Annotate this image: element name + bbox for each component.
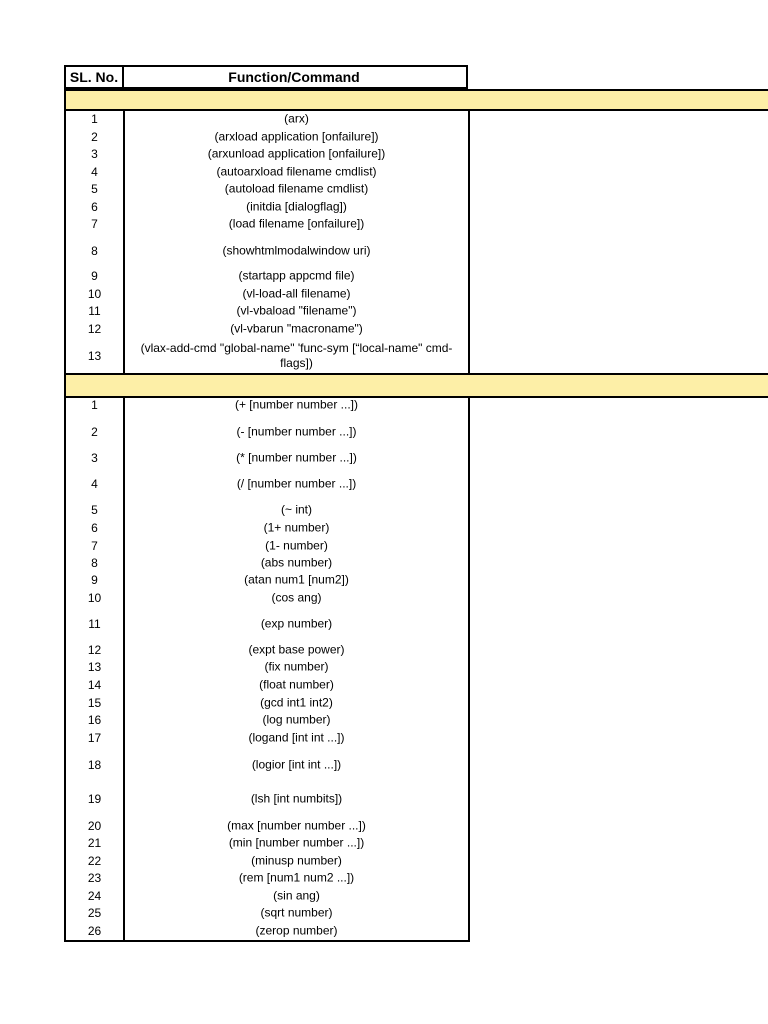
row-function: (min [number number ...]) <box>228 835 365 850</box>
table-row <box>66 572 468 589</box>
row-function: (minusp number) <box>251 853 342 868</box>
row-number: 24 <box>87 889 102 903</box>
row-number: 3 <box>91 451 98 465</box>
row-function: (autoload filename cmdlist) <box>224 181 369 196</box>
table-row <box>66 712 468 729</box>
table-row <box>66 111 468 128</box>
row-function: (startapp appcmd file) <box>238 268 355 283</box>
row-function: (log number) <box>262 712 331 727</box>
row-number: 16 <box>87 713 102 727</box>
table-row <box>66 835 468 852</box>
row-function: (atan num1 [num2]) <box>244 572 349 587</box>
table-row <box>66 659 468 676</box>
table-row <box>66 285 468 303</box>
table-row <box>66 146 468 163</box>
row-number: 12 <box>87 322 102 336</box>
row-number: 10 <box>87 591 102 605</box>
section-band-1 <box>64 89 768 111</box>
table-row <box>66 215 468 233</box>
row-function: (load filename [onfailure]) <box>228 216 365 231</box>
table-row <box>66 554 468 572</box>
row-number: 4 <box>91 477 98 491</box>
row-number: 21 <box>87 836 102 850</box>
row-function: (sqrt number) <box>260 905 333 920</box>
row-number: 2 <box>91 425 98 439</box>
row-function: (gcd int1 int2) <box>260 695 333 710</box>
row-number: 11 <box>88 617 101 631</box>
table-row <box>66 199 468 216</box>
table-row <box>66 397 468 414</box>
table-row <box>66 234 468 269</box>
row-number: 4 <box>91 165 98 179</box>
row-function: (expt base power) <box>248 642 345 657</box>
row-number: 5 <box>91 182 98 196</box>
row-function: (vl-vbarun "macroname") <box>230 321 363 336</box>
row-function: (- [number number ...]) <box>236 424 357 439</box>
row-function: (rem [num1 num2 ...]) <box>238 870 355 885</box>
row-number: 1 <box>91 112 98 126</box>
sl-no-header: SL. No. <box>64 65 124 89</box>
row-number: 13 <box>87 349 102 363</box>
row-number: 7 <box>91 217 98 231</box>
row-function: (showhtmlmodalwindow uri) <box>222 243 371 258</box>
row-number: 2 <box>91 130 98 144</box>
row-number: 10 <box>87 287 102 301</box>
row-function: (+ [number number ...]) <box>234 397 359 412</box>
row-function: (~ int) <box>280 502 312 517</box>
row-function: (arxload application [onfailure]) <box>214 129 379 144</box>
table-row <box>66 888 468 905</box>
row-function: (1- number) <box>265 538 328 553</box>
row-number: 5 <box>91 503 98 517</box>
row-number: 6 <box>91 200 98 214</box>
row-function: (* [number number ...]) <box>236 450 357 465</box>
table-row <box>66 163 468 181</box>
table-row <box>66 338 468 374</box>
table-row <box>66 520 468 537</box>
table-row <box>66 853 468 870</box>
row-function: (logior [int int ...]) <box>251 757 342 772</box>
table-row <box>66 818 468 835</box>
row-number: 9 <box>91 269 98 283</box>
table-row <box>66 923 468 940</box>
row-number: 25 <box>87 906 102 920</box>
row-function: (vl-vbaload "filename") <box>236 303 357 318</box>
row-function: (sin ang) <box>273 888 320 903</box>
row-number: 7 <box>91 539 98 553</box>
table-row <box>66 445 468 471</box>
table-row <box>66 782 468 817</box>
table-row <box>66 905 468 922</box>
row-function: (fix number) <box>264 659 329 674</box>
table-row <box>66 748 468 783</box>
table-row <box>66 303 468 320</box>
row-function: (max [number number ...]) <box>227 818 366 833</box>
row-function: (initdia [dialogflag]) <box>246 199 347 214</box>
row-number: 23 <box>87 871 102 885</box>
table-row <box>66 677 468 694</box>
row-number: 11 <box>88 304 101 318</box>
row-number: 9 <box>91 573 98 587</box>
table-row <box>66 590 468 607</box>
table-row <box>66 181 468 198</box>
table-row <box>66 128 468 146</box>
table-row <box>66 870 468 887</box>
row-number: 20 <box>87 819 102 833</box>
table-row <box>66 471 468 497</box>
table-row <box>66 268 468 285</box>
row-number: 15 <box>87 696 102 710</box>
row-function: (/ [number number ...]) <box>236 476 357 491</box>
row-number: 8 <box>91 244 98 258</box>
table-row <box>66 320 468 338</box>
row-function: (vl-load-all filename) <box>242 286 351 301</box>
row-function: (autoarxload filename cmdlist) <box>216 164 377 179</box>
table-row <box>66 695 468 712</box>
section-band-2 <box>64 373 768 398</box>
row-number: 18 <box>87 758 102 772</box>
row-function: (lsh [int numbits]) <box>250 791 343 806</box>
row-number: 17 <box>87 731 102 745</box>
row-function: (vlax-add-cmd "global-name" 'func-sym [“local-name" cmd-flags]) <box>140 341 453 370</box>
row-number: 6 <box>91 521 98 535</box>
table-row <box>66 419 468 445</box>
row-function: (exp number) <box>260 616 333 631</box>
section-2-table <box>64 396 470 942</box>
row-number: 1 <box>91 398 98 412</box>
row-function: (arxunload application [onfailure]) <box>207 146 386 161</box>
row-number: 3 <box>91 147 98 161</box>
row-number: 13 <box>87 660 102 674</box>
row-function: (cos ang) <box>271 590 322 605</box>
row-function: (float number) <box>259 677 334 692</box>
row-function: (arx) <box>284 111 309 126</box>
row-number: 14 <box>87 678 102 692</box>
row-number: 12 <box>87 643 102 657</box>
table-header <box>64 65 470 89</box>
table-row <box>66 607 468 642</box>
row-number: 22 <box>87 854 102 868</box>
function-header: Function/Command <box>122 65 468 89</box>
table-row <box>66 538 468 555</box>
table-row <box>66 729 468 747</box>
row-number: 26 <box>87 924 102 938</box>
row-function: (logand [int int ...]) <box>248 730 345 745</box>
row-function: (zerop number) <box>255 923 338 938</box>
section-1-table <box>64 109 470 375</box>
table-row <box>66 642 468 659</box>
row-number: 8 <box>91 556 98 570</box>
row-function: (1+ number) <box>263 520 330 535</box>
row-number: 19 <box>87 792 102 806</box>
row-function: (abs number) <box>260 555 333 570</box>
